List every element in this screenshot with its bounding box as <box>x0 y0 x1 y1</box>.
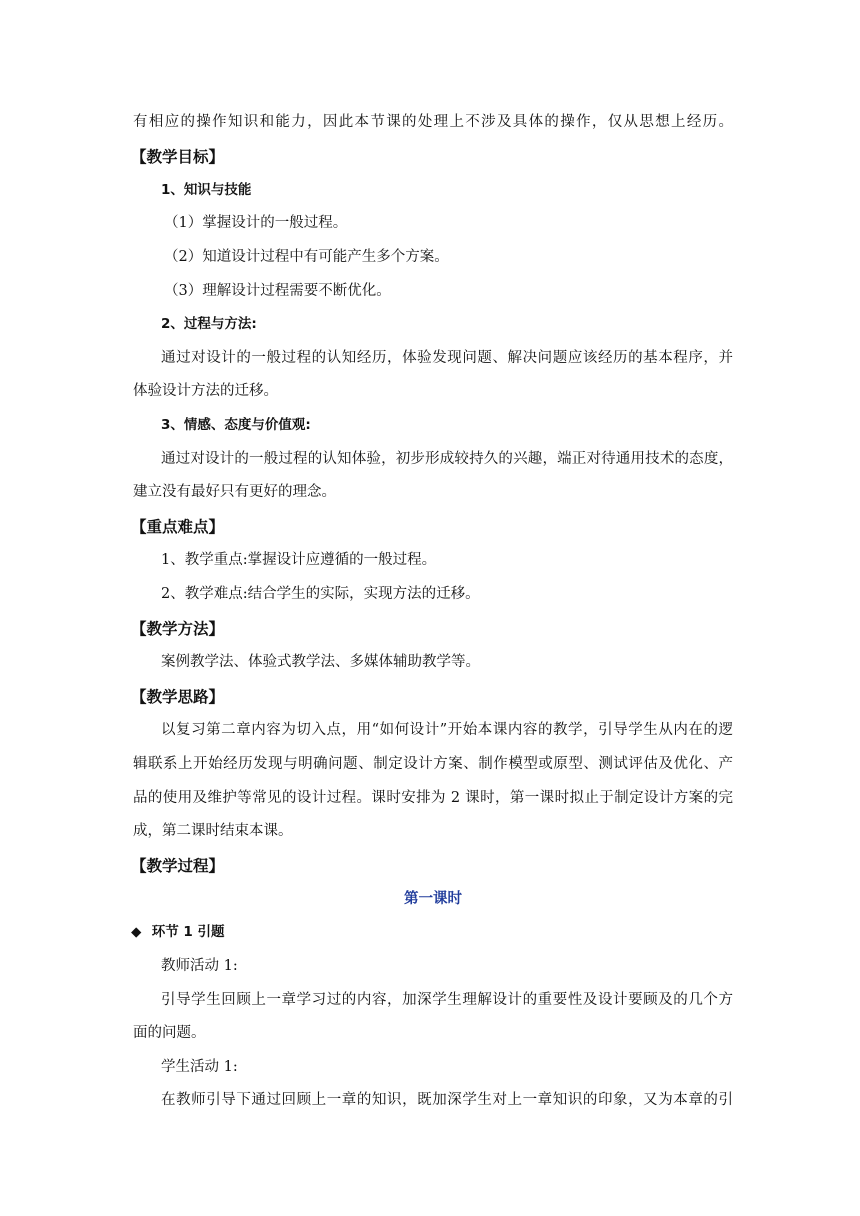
section-heading-teaching-ideas: 【教学思路】 <box>131 688 225 706</box>
paragraph-line: 有相应的操作知识和能力，因此本节课的处理上不涉及具体的操作，仅从思想上经历。 <box>133 114 733 130</box>
paragraph-line: 通过对设计的一般过程的认知体验，初步形成较持久的兴趣，端正对待通用技术的态度， <box>161 451 733 467</box>
paragraph-line: 通过对设计的一般过程的认知经历，体验发现问题、解决问题应该经历的基本程序，并 <box>161 350 733 366</box>
diamond-bullet-icon: ◆ <box>131 924 142 940</box>
paragraph-line: 体验设计方法的迁移。 <box>133 383 278 399</box>
section-1-heading <box>131 920 731 944</box>
paragraph-line: 辑联系上开始经历发现与明确问题、制定设计方案、制作模型或原型、测试评估及优化、产 <box>133 756 733 772</box>
lesson-title: 第一课时 <box>404 891 462 907</box>
student-activity-label: 学生活动 1: <box>161 1059 238 1075</box>
paragraph-line: 品的使用及维护等常见的设计过程。课时安排为 2 课时，第一课时拟止于制定设计方案的完 <box>133 790 733 806</box>
teacher-activity-label: 教师活动 1: <box>161 958 238 974</box>
subheading-knowledge-skills: 1、知识与技能 <box>161 182 252 198</box>
section-1-title: 环节 1 引题 <box>151 924 225 940</box>
section-heading-key-points: 【重点难点】 <box>131 518 225 536</box>
goal-item-3: （3）理解设计过程需要不断优化。 <box>164 283 391 299</box>
subheading-emotion-values: 3、情感、态度与价值观: <box>161 417 311 433</box>
section-heading-teaching-goals: 【教学目标】 <box>131 148 225 166</box>
key-point-2: 2、教学难点:结合学生的实际，实现方法的迁移。 <box>161 586 480 602</box>
paragraph-line: 以复习第二章内容为切入点，用“如何设计”开始本课内容的教学，引导学生从内在的逻 <box>161 722 733 738</box>
paragraph-line: 引导学生回顾上一章学习过的内容，加深学生理解设计的重要性及设计要顾及的几个方 <box>161 992 733 1008</box>
section-heading-teaching-methods: 【教学方法】 <box>131 620 225 638</box>
goal-item-2: （2）知道设计过程中有可能产生多个方案。 <box>164 249 449 265</box>
subheading-process-method: 2、过程与方法: <box>161 316 257 332</box>
paragraph-line: 在教师引导下通过回顾上一章的知识，既加深学生对上一章知识的印象，又为本章的引 <box>161 1092 733 1108</box>
key-point-1: 1、教学重点:掌握设计应遵循的一般过程。 <box>161 552 437 568</box>
paragraph-line: 成，第二课时结束本课。 <box>133 823 293 839</box>
paragraph-line: 面的问题。 <box>133 1025 206 1041</box>
methods-text: 案例教学法、体验式教学法、多媒体辅助教学等。 <box>161 654 480 670</box>
section-heading-teaching-process: 【教学过程】 <box>131 857 225 875</box>
goal-item-1: （1）掌握设计的一般过程。 <box>164 215 348 231</box>
paragraph-line: 建立没有最好只有更好的理念。 <box>133 484 336 500</box>
